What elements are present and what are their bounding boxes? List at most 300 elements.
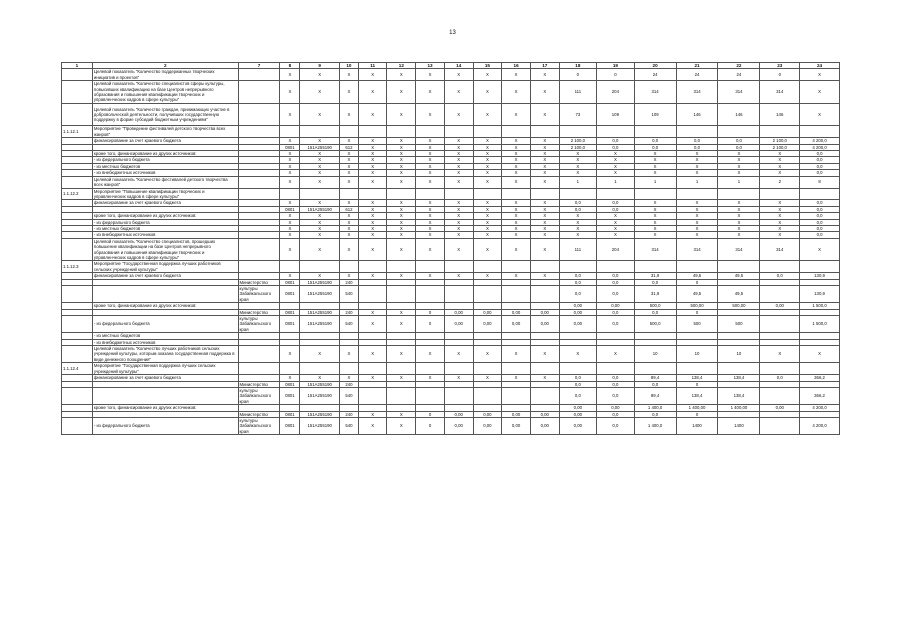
table-cell: 540 [340, 286, 359, 303]
table-cell: 0801 [280, 417, 300, 434]
table-cell [760, 261, 800, 273]
row-code [62, 176, 93, 188]
table-cell: X [444, 273, 473, 279]
row-code: 1.1.12.4 [62, 363, 93, 375]
header-cell: 24 [800, 63, 840, 69]
row-description: - из федерального бюджета [92, 417, 238, 434]
table-cell: X [473, 200, 502, 206]
row-description: финансирование за счет краевого бюджета [92, 375, 238, 381]
row-description: Целевой показатель "Количество фестивалей детского творчества всех жанров" [92, 176, 238, 188]
table-cell: X [280, 225, 300, 231]
table-cell: X [340, 81, 359, 104]
table-cell: 151A255190 [300, 381, 340, 387]
header-cell: 8 [280, 63, 300, 69]
table-cell: X [559, 151, 597, 157]
table-cell [634, 363, 676, 375]
table-cell: X [280, 103, 300, 126]
table-cell: 540 [340, 387, 359, 404]
table-cell: X [340, 213, 359, 219]
table-cell: X [444, 225, 473, 231]
table-cell: X [634, 219, 676, 225]
table-cell: 0,0 [559, 279, 597, 285]
table-cell: X [559, 213, 597, 219]
table-cell: 0,0 [597, 138, 635, 144]
table-cell: 0,0 [559, 206, 597, 212]
table-cell: X [300, 170, 340, 176]
table-cell [760, 387, 800, 404]
table-cell: 314 [676, 81, 718, 104]
table-cell [444, 363, 473, 375]
table-cell: X [340, 238, 359, 261]
table-cell: 1400 [718, 417, 760, 434]
table-cell: X [387, 138, 416, 144]
table-cell: X [760, 206, 800, 212]
table-cell: X [502, 157, 531, 163]
table-cell: X [300, 238, 340, 261]
row-code: 1.1.12.2 [62, 188, 93, 200]
table-cell: X [300, 81, 340, 104]
table-cell: X [280, 163, 300, 169]
table-cell: X [444, 157, 473, 163]
table-cell: X [718, 206, 760, 212]
table-cell: X [340, 163, 359, 169]
table-cell: Министерство [238, 381, 280, 387]
table-cell: X [530, 375, 559, 381]
table-cell: X [387, 309, 416, 315]
table-cell: X [416, 206, 445, 212]
table-cell: X [300, 163, 340, 169]
row-code [62, 286, 93, 303]
table-cell: 49,5 [676, 286, 718, 303]
table-cell: X [473, 144, 502, 150]
table-cell: 540 [340, 417, 359, 434]
row-description [92, 387, 238, 404]
table-cell: Министерство [238, 279, 280, 285]
table-cell: 0,0 [634, 279, 676, 285]
table-cell: 4 200,0 [800, 138, 840, 144]
table-cell [238, 103, 280, 126]
table-cell: X [502, 206, 531, 212]
table-cell [760, 363, 800, 375]
header-cell: 22 [718, 63, 760, 69]
header-cell: 11 [358, 63, 387, 69]
table-cell [340, 363, 359, 375]
table-cell: 0,0 [597, 279, 635, 285]
table-cell: 151A255190 [300, 411, 340, 417]
page-number: 13 [449, 30, 456, 36]
table-cell [300, 363, 340, 375]
table-cell: X [676, 163, 718, 169]
header-cell: 13 [416, 63, 445, 69]
table-cell: X [358, 69, 387, 81]
header-cell: 14 [444, 63, 473, 69]
table-cell: 151A255190 [300, 206, 340, 212]
table-row [62, 103, 840, 126]
table-cell: X [387, 219, 416, 225]
table-cell: 0,0 [718, 138, 760, 144]
table-cell [530, 126, 559, 138]
table-cell [444, 286, 473, 303]
table-cell: X [358, 213, 387, 219]
table-cell [502, 387, 531, 404]
table-cell [559, 126, 597, 138]
table-cell: X [358, 170, 387, 176]
table-cell: 0,00 [502, 417, 531, 434]
table-cell: X [300, 176, 340, 188]
table-cell: 151A255190 [300, 286, 340, 303]
table-cell: X [387, 273, 416, 279]
table-cell: 2 100,0 [559, 138, 597, 144]
table-cell: X [559, 163, 597, 169]
table-cell [416, 126, 445, 138]
table-cell: X [502, 138, 531, 144]
table-cell: X [530, 225, 559, 231]
table-cell: 1 [559, 176, 597, 188]
table-cell [358, 286, 387, 303]
table-cell: X [502, 219, 531, 225]
table-cell: X [473, 170, 502, 176]
table-cell [800, 126, 840, 138]
table-cell [718, 188, 760, 200]
table-cell: X [300, 151, 340, 157]
table-cell: X [300, 225, 340, 231]
table-cell: X [559, 232, 597, 238]
table-cell: 0,00 [530, 417, 559, 434]
table-cell: X [634, 232, 676, 238]
header-cell: 9 [300, 63, 340, 69]
table-cell: 0,00 [597, 405, 635, 411]
table-cell: культуры Забайкальского края [238, 316, 280, 333]
table-cell [387, 261, 416, 273]
table-cell: X [358, 103, 387, 126]
table-cell: X [340, 232, 359, 238]
table-cell [718, 363, 760, 375]
table-cell [473, 188, 502, 200]
table-cell: X [760, 163, 800, 169]
table-cell: X [718, 213, 760, 219]
table-row [62, 69, 840, 81]
table-cell: X [444, 200, 473, 206]
table-row [62, 238, 840, 261]
table-cell: X [502, 346, 531, 363]
table-cell: X [280, 273, 300, 279]
table-cell: X [358, 273, 387, 279]
table-cell: X [387, 151, 416, 157]
row-code [62, 103, 93, 126]
table-cell: X [300, 200, 340, 206]
table-cell [502, 363, 531, 375]
table-cell: X [340, 103, 359, 126]
table-row [62, 316, 840, 333]
table-cell: X [559, 346, 597, 363]
table-cell: 0 [416, 309, 445, 315]
table-cell: X [718, 157, 760, 163]
table-cell: X [416, 219, 445, 225]
table-cell: X [416, 232, 445, 238]
table-cell [300, 126, 340, 138]
table-cell [800, 363, 840, 375]
row-description: Целевой показатель "Количество специалистов сферы культуры, повысивших квалификацию на базе Центров непрерывного образования и повышения квалификации творческих и управленческих кадров в сфере культуры" [92, 81, 238, 104]
table-cell [800, 261, 840, 273]
table-cell: 500 [718, 316, 760, 333]
table-cell: 2 100,0 [559, 144, 597, 150]
table-cell: X [358, 375, 387, 381]
table-cell: 0,00 [559, 309, 597, 315]
table-cell: X [597, 163, 635, 169]
table-cell: X [634, 200, 676, 206]
row-description: - из местных бюджетов [92, 225, 238, 231]
table-cell: 89,4 [634, 375, 676, 381]
table-cell: X [676, 206, 718, 212]
row-code: 1.1.12.3 [62, 261, 93, 273]
row-description: - из внебюджетных источников [92, 339, 238, 345]
table-cell: 10 [676, 346, 718, 363]
table-cell: X [760, 157, 800, 163]
table-cell: 0,0 [800, 170, 840, 176]
table-cell: X [760, 346, 800, 363]
table-cell [358, 261, 387, 273]
table-cell: X [358, 238, 387, 261]
table-cell: X [760, 151, 800, 157]
table-cell [760, 286, 800, 303]
table-cell: X [416, 81, 445, 104]
table-cell: X [416, 163, 445, 169]
table-cell: 0,0 [800, 219, 840, 225]
table-cell: 0,0 [559, 273, 597, 279]
table-cell: 4 200,0 [800, 417, 840, 434]
table-cell: X [280, 69, 300, 81]
table-cell: X [502, 200, 531, 206]
table-cell: X [473, 346, 502, 363]
table-cell: 0801 [280, 411, 300, 417]
table-cell: 612 [340, 144, 359, 150]
header-cell: 15 [473, 63, 502, 69]
table-cell: 146 [718, 103, 760, 126]
table-cell: X [530, 151, 559, 157]
table-cell: 2 100,0 [760, 144, 800, 150]
table-cell: X [473, 213, 502, 219]
table-cell: 240 [340, 381, 359, 387]
table-cell: 0,0 [800, 225, 840, 231]
table-cell: X [358, 151, 387, 157]
table-cell: 151A255190 [300, 309, 340, 315]
table-cell: X [387, 238, 416, 261]
table-cell: X [502, 69, 531, 81]
table-cell: 0,0 [597, 273, 635, 279]
table-row [62, 126, 840, 138]
table-cell: X [530, 103, 559, 126]
table-cell: 0,00 [473, 411, 502, 417]
table-cell: X [597, 151, 635, 157]
table-cell: X [340, 225, 359, 231]
table-cell: 109 [597, 103, 635, 126]
table-cell: X [530, 200, 559, 206]
table-cell: X [387, 103, 416, 126]
table-cell: 0,00 [559, 405, 597, 411]
table-cell: X [473, 375, 502, 381]
table-cell: X [340, 157, 359, 163]
table-cell: X [559, 219, 597, 225]
table-cell [597, 188, 635, 200]
table-cell [559, 188, 597, 200]
table-cell: X [473, 138, 502, 144]
table-cell: X [530, 232, 559, 238]
table-cell: 0,0 [597, 144, 635, 150]
table-cell: X [530, 238, 559, 261]
table-cell: X [340, 273, 359, 279]
table-cell: X [387, 375, 416, 381]
table-cell: X [280, 238, 300, 261]
table-cell: X [502, 375, 531, 381]
row-description: - из местных бюджетов [92, 333, 238, 339]
table-cell: X [502, 176, 531, 188]
table-cell: Министерство [238, 309, 280, 315]
table-cell: X [502, 213, 531, 219]
row-code [62, 346, 93, 363]
table-cell: 500,00 [676, 303, 718, 309]
table-cell: 8 [800, 176, 840, 188]
table-cell: 49,5 [676, 273, 718, 279]
table-cell: X [358, 232, 387, 238]
table-row [62, 346, 840, 363]
table-cell: X [444, 213, 473, 219]
table-cell: X [444, 81, 473, 104]
table-cell: 0,0 [676, 144, 718, 150]
table-cell: X [444, 176, 473, 188]
table-cell: X [634, 213, 676, 219]
table-cell: 0801 [280, 387, 300, 404]
row-description: кроме того, финансирование из других источников: [92, 405, 238, 411]
table-cell: культуры Забайкальского края [238, 286, 280, 303]
row-description: Целевой показатель "Количество поддержанных творческих инициатив и проектов" [92, 69, 238, 81]
table-cell [800, 188, 840, 200]
table-cell: 366,2 [800, 375, 840, 381]
table-cell: X [530, 81, 559, 104]
table-cell: 1 500,0 [800, 303, 840, 309]
table-cell: 0,00 [473, 309, 502, 315]
table-cell [444, 387, 473, 404]
table-cell: 0,00 [760, 303, 800, 309]
table-cell: X [473, 157, 502, 163]
table-cell: X [280, 176, 300, 188]
table-cell: X [760, 232, 800, 238]
table-cell: X [502, 144, 531, 150]
table-cell [760, 316, 800, 333]
table-cell [358, 387, 387, 404]
table-cell [530, 387, 559, 404]
table-cell: 138,4 [676, 387, 718, 404]
table-cell: X [300, 232, 340, 238]
table-cell: X [387, 144, 416, 150]
table-cell: 204 [597, 238, 635, 261]
table-cell: 151A255190 [300, 316, 340, 333]
table-cell: 0,0 [634, 138, 676, 144]
table-row [62, 387, 840, 404]
table-cell: X [387, 232, 416, 238]
table-cell: X [280, 213, 300, 219]
table-cell [473, 286, 502, 303]
table-cell: X [280, 200, 300, 206]
table-cell: 500,0 [634, 303, 676, 309]
table-cell [634, 261, 676, 273]
table-cell [718, 261, 760, 273]
table-cell: X [444, 103, 473, 126]
table-cell [238, 188, 280, 200]
table-cell: X [530, 213, 559, 219]
table-cell: X [800, 81, 840, 104]
table-cell: 49,5 [718, 286, 760, 303]
table-cell: 0801 [280, 316, 300, 333]
table-cell: 0,00 [473, 417, 502, 434]
table-cell: 111 [559, 238, 597, 261]
row-description: финансирование за счет краевого бюджета [92, 138, 238, 144]
table-cell: X [340, 375, 359, 381]
table-cell: X [280, 138, 300, 144]
header-cell: 10 [340, 63, 359, 69]
row-code [62, 69, 93, 81]
table-cell: X [634, 225, 676, 231]
table-cell: X [530, 346, 559, 363]
table-cell: 0,0 [597, 309, 635, 315]
table-cell: X [358, 144, 387, 150]
row-description: Мероприятие "Государственная поддержка лучших работников сельских учреждений культуры" [92, 261, 238, 273]
table-cell: X [358, 309, 387, 315]
table-cell: 500 [676, 316, 718, 333]
table-cell: 0,0 [597, 417, 635, 434]
table-cell: X [530, 163, 559, 169]
row-description: - из федерального бюджета [92, 316, 238, 333]
table-cell: 0,00 [444, 417, 473, 434]
table-cell: X [358, 206, 387, 212]
table-cell: X [473, 151, 502, 157]
table-cell: 1 [718, 176, 760, 188]
row-description: Мероприятие "Повышение квалификации творческих и управленческих кадров в сфере культуры" [92, 188, 238, 200]
table-cell: X [634, 170, 676, 176]
table-cell: X [718, 151, 760, 157]
table-cell [238, 176, 280, 188]
table-cell: X [444, 138, 473, 144]
table-cell: X [800, 238, 840, 261]
table-cell: X [387, 170, 416, 176]
table-cell: X [340, 170, 359, 176]
table-cell [676, 126, 718, 138]
table-cell: 0,00 [502, 316, 531, 333]
table-cell: X [358, 138, 387, 144]
table-cell [358, 188, 387, 200]
table-cell: X [387, 225, 416, 231]
table-cell: X [416, 346, 445, 363]
header-cell: 7 [238, 63, 280, 69]
table-cell: 0,0 [634, 411, 676, 417]
table-cell [387, 363, 416, 375]
table-cell: X [473, 176, 502, 188]
row-description: Целевой показатель "Количество граждан, принимающих участие в добровольческой деятельности, получивших государственную поддержку в форме субсидий бюджетным учреждениям" [92, 103, 238, 126]
table-cell: 0,0 [634, 381, 676, 387]
table-cell: 0,0 [597, 316, 635, 333]
table-cell: 2 100,0 [760, 138, 800, 144]
table-cell: X [340, 176, 359, 188]
table-cell: X [473, 69, 502, 81]
table-cell: X [300, 213, 340, 219]
table-cell [444, 126, 473, 138]
row-description: - из федерального бюджета [92, 157, 238, 163]
table-cell: X [358, 163, 387, 169]
table-cell: 1 400,0 [634, 405, 676, 411]
table-cell: X [387, 81, 416, 104]
table-cell [238, 126, 280, 138]
table-cell: X [502, 225, 531, 231]
table-cell: X [634, 163, 676, 169]
